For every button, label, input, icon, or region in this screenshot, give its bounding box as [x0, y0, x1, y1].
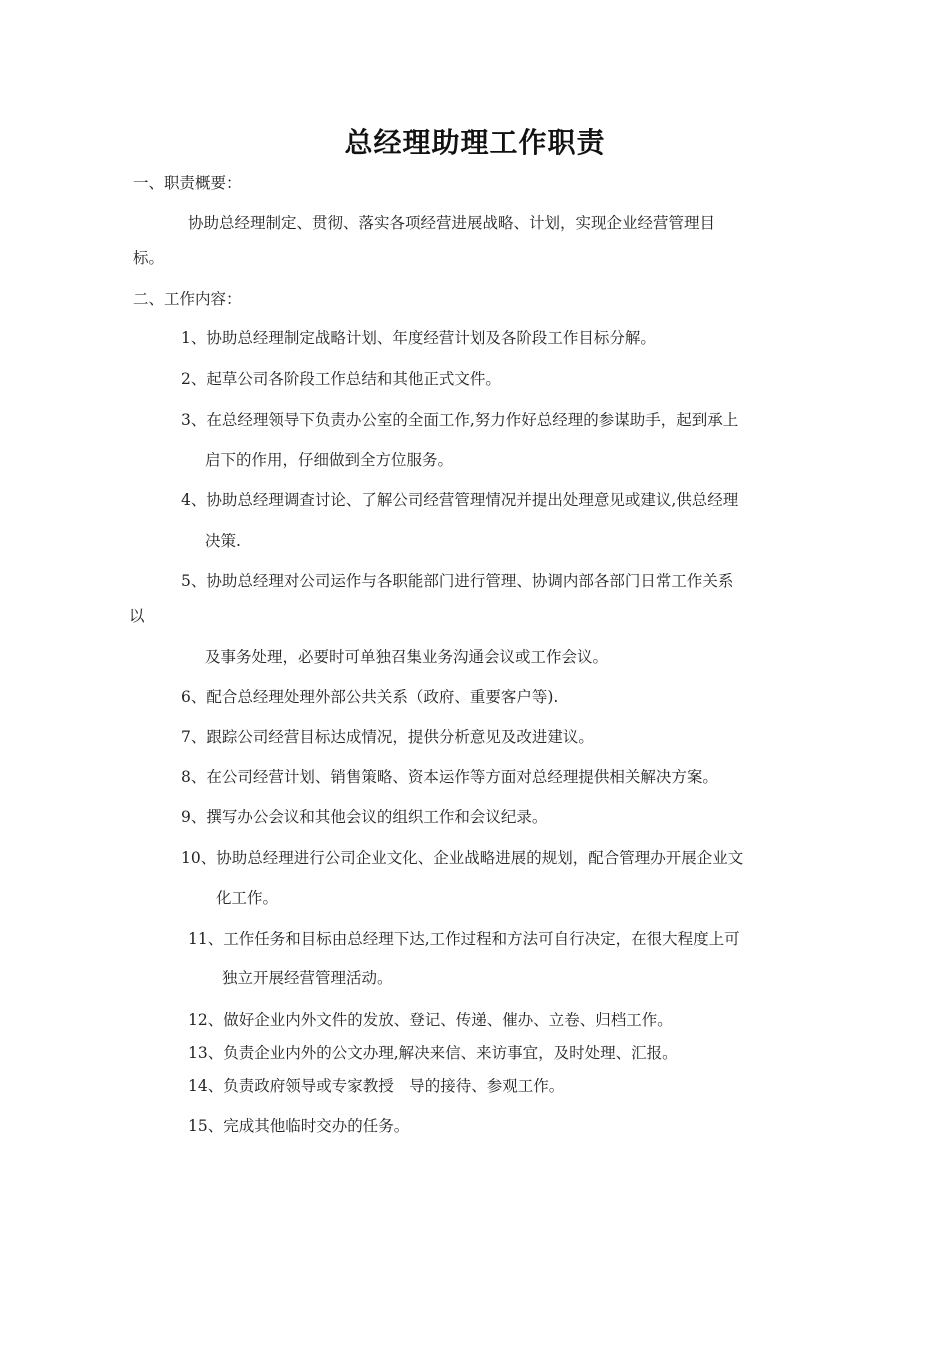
duty-item-10-continued: 化工作。 — [216, 889, 279, 907]
duty-item-7: 7、跟踪公司经营目标达成情况，提供分析意见及改进建议。 — [181, 728, 594, 746]
duty-item-13: 13、负责企业内外的公文办理,解决来信、来访事宜，及时处理、汇报。 — [188, 1044, 678, 1062]
duty-item-6: 6、配合总经理处理外部公共关系（政府、重要客户等). — [181, 688, 559, 706]
duty-item-12: 12、做好企业内外文件的发放、登记、传递、催办、立卷、归档工作。 — [188, 1011, 673, 1029]
section-heading-overview: 一、职责概要： — [133, 174, 242, 192]
duty-item-5-continued: 及事务处理，必要时可单独召集业务沟通会议或工作会议。 — [205, 648, 609, 666]
duty-item-11: 11、工作任务和目标由总经理下达,工作过程和方法可自行决定，在很大程度上可 — [188, 930, 740, 948]
duty-item-4-continued: 决策. — [205, 532, 241, 550]
duty-item-11-continued: 独立开展经营管理活动。 — [222, 969, 393, 987]
duty-item-1: 1、协助总经理制定战略计划、年度经营计划及各阶段工作目标分解。 — [181, 329, 656, 347]
duty-item-4: 4、协助总经理调查讨论、了解公司经营管理情况并提出处理意见或建议,供总经理 — [181, 491, 739, 509]
summary-text-continued: 标。 — [133, 249, 165, 267]
duty-item-14: 14、负责政府领导或专家教授 导的接待、参观工作。 — [188, 1077, 565, 1095]
duty-item-5-wrap: 以 — [129, 607, 145, 625]
duty-item-9: 9、撰写办公会议和其他会议的组织工作和会议纪录。 — [181, 808, 548, 826]
duty-item-5: 5、协助总经理对公司运作与各职能部门进行管理、协调内部各部门日常工作关系 — [181, 572, 734, 590]
duty-item-3-continued: 启下的作用，仔细做到全方位服务。 — [205, 451, 454, 469]
duty-item-10: 10、协助总经理进行公司企业文化、企业战略进展的规划，配合管理办开展企业文 — [181, 849, 744, 867]
duty-item-3: 3、在总经理领导下负责办公室的全面工作,努力作好总经理的参谋助手，起到承上 — [181, 411, 739, 429]
section-heading-duties: 二、工作内容： — [133, 290, 242, 308]
summary-text: 协助总经理制定、贯彻、落实各项经营进展战略、计划，实现企业经营管理目 — [188, 214, 716, 232]
duty-item-15: 15、完成其他临时交办的任务。 — [188, 1117, 410, 1135]
duty-item-2: 2、起草公司各阶段工作总结和其他正式文件。 — [181, 370, 501, 388]
duty-item-8: 8、在公司经营计划、销售策略、资本运作等方面对总经理提供相关解决方案。 — [181, 768, 718, 786]
document-title: 总经理助理工作职责 — [344, 126, 606, 159]
